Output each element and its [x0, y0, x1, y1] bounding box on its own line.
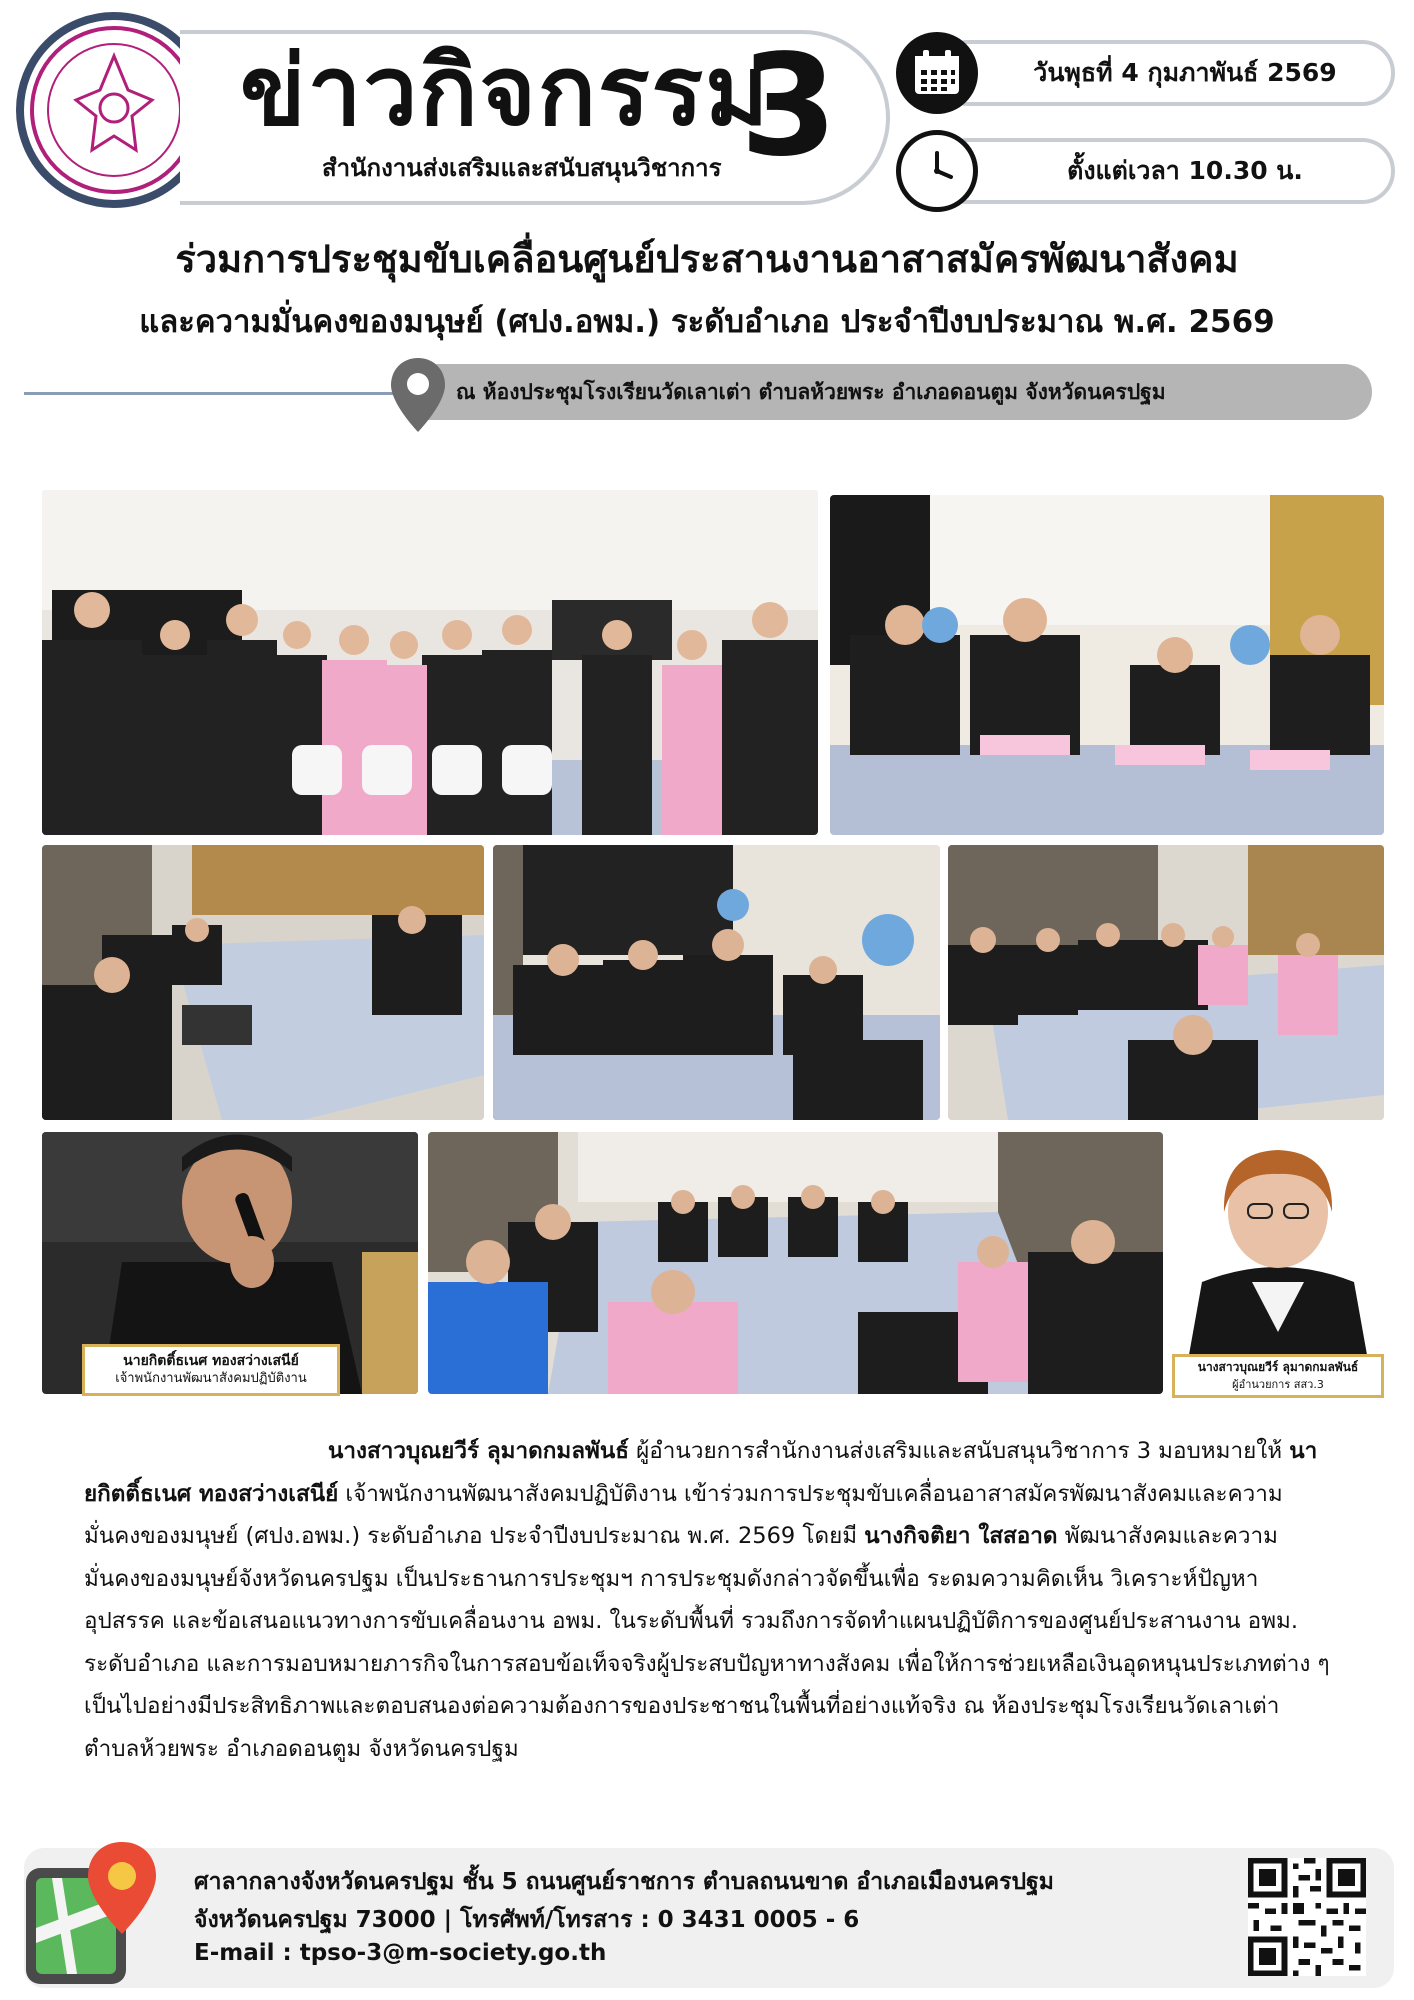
photo-meeting-wide	[428, 1132, 1163, 1394]
time-text: ตั้งแต่เวลา 10.30 น.	[1067, 156, 1303, 185]
location-text: ณ ห้องประชุมโรงเรียนวัดเลาเต่า ตำบลห้วยพระ อำเภอดอนตูม จังหวัดนครปฐม	[456, 379, 1166, 404]
officer-name-bold: นายกิตติ์ธเนศ ทองสว่างเสนีย์	[84, 1438, 1318, 1507]
officer-caption	[82, 1344, 340, 1396]
location-pin-icon	[388, 356, 448, 434]
page-title: ข่าวกิจกรรม	[240, 35, 771, 147]
footer-email[interactable]: E-mail : tpso-3@m-society.go.th	[194, 1940, 607, 1966]
date-text: วันพุธที่ 4 กุมภาพันธ์ 2569	[1033, 58, 1337, 87]
photo-meeting-left	[42, 845, 484, 1120]
office-name: สำนักงานส่งเสริมและสนับสนุนวิชาการ	[322, 154, 722, 182]
body-segment-3: พัฒนาสังคมและความมั่นคงของมนุษย์จังหวัดนครปฐม เป็นประธานการประชุมฯ การประชุมดังกล่าวจัดขึ้นเพื่อ ระดมความคิดเห็น วิเคราะห์ปัญหา อุปสรรค และข้อเสนอแนวทางการขับเคลื่อนงาน อพม. ในระดับพื้นที่ รวมถึงการจัดทำแผนปฏิบัติการของศูนย์ประสานงาน อพม. ระดับอำเภอ และการมอบหมายภารกิจในการสอบข้อเท็จจริงผู้ประสบปัญหาทางสังคม เพื่อให้การช่วยเหลือเงินอุดหนุนประเภทต่าง ๆ เป็นไปอย่างมีประสิทธิภาพและตอบสนองต่อความต้องการของประชาชนในพื้นที่อย่างแท้จริง ณ ห้องประชุมโรงเรียนวัดเลาเต่า ตำบลห้วยพระ อำเภอดอนตูม จังหวัดนครปฐม	[84, 1523, 1330, 1762]
footer-address: ศาลากลางจังหวัดนครปฐม ชั้น 5 ถนนศูนย์ราชการ ตำบลถนนขาด อำเภอเมืองนครปฐม	[194, 1869, 1054, 1895]
office-number: 3	[740, 25, 838, 188]
director-name-bold: นางสาวบุณยวีร์ ลุมาดกมลพันธ์	[328, 1438, 629, 1464]
officer-name: นายกิตติ์ธเนศ ทองสว่างเสนีย์	[123, 1353, 299, 1369]
footer-contact: จังหวัดนครปฐม 73000 | โทรศัพท์/โทรสาร : 0 3431 0005 - 6	[194, 1907, 860, 1933]
calendar-icon	[896, 32, 978, 114]
headline-line-2: และความมั่นคงของมนุษย์ (ศปง.อพม.) ระดับอำเภอ ประจำปีงบประมาณ พ.ศ. 2569	[139, 304, 1275, 340]
officer-role: เจ้าพนักงานพัฒนาสังคมปฏิบัติงาน	[115, 1371, 307, 1386]
body-segment-2: เจ้าพนักงานพัฒนาสังคมปฏิบัติงาน เข้าร่วมการประชุมขับเคลื่อนอาสาสมัครพัฒนาสังคมและความมั่นคงของมนุษย์ (ศปง.อพม.) ระดับอำเภอ ประจำปีงบประมาณ พ.ศ. 2569 โดยมี	[84, 1480, 1283, 1549]
location-bar	[400, 364, 1372, 420]
photo-meeting-right	[948, 845, 1384, 1120]
clock-icon	[896, 130, 978, 212]
director-name: นางสาวบุณยวีร์ ลุมาดกมลพันธ์	[1197, 1360, 1359, 1374]
date-pill	[935, 40, 1395, 106]
article-body	[84, 1430, 1334, 1770]
time-pill	[935, 138, 1395, 204]
chair-name-bold: นางกิจติยา ใสสอาด	[864, 1523, 1058, 1549]
photo-group	[42, 490, 818, 835]
qr-code[interactable]	[1248, 1858, 1366, 1976]
director-caption	[1172, 1354, 1384, 1398]
photo-meeting-center	[493, 845, 940, 1120]
map-location-icon	[22, 1838, 162, 1988]
photo-head-table	[830, 495, 1384, 835]
headline-line-1: ร่วมการประชุมขับเคลื่อนศูนย์ประสานงานอาสาสมัครพัฒนาสังคม	[175, 237, 1239, 281]
divider-line	[24, 392, 404, 395]
director-role: ผู้อำนวยการ สสว.3	[1232, 1378, 1324, 1391]
body-segment-1: ผู้อำนวยการสำนักงานส่งเสริมและสนับสนุนวิชาการ 3 มอบหมายให้	[628, 1438, 1290, 1464]
